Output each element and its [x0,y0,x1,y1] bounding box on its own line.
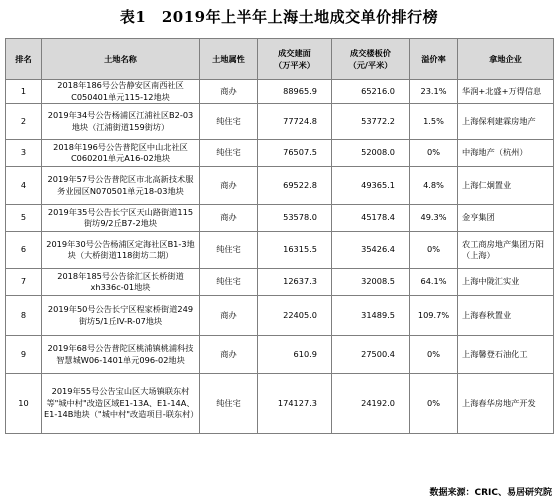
cell-area: 88965.9 [258,80,332,104]
cell-rank: 1 [6,80,42,104]
cell-premium: 23.1% [410,80,458,104]
header-attr: 土地属性 [200,39,258,80]
cell-area: 610.9 [258,336,332,374]
table-row [6,167,554,205]
cell-rank: 3 [6,140,42,167]
cell-area: 174127.3 [258,374,332,434]
cell-price: 45178.4 [332,205,410,232]
table-row [6,336,554,374]
cell-name: 2019年55号公告宝山区大场镇联东村等"城中村"改造区域E1-13A、E1-14A、E1-14B地块（"城中村"改造项目-联东村） [42,374,200,434]
cell-company: 上海春华房地产开发 [458,374,554,434]
cell-premium: 64.1% [410,269,458,296]
cell-name: 2019年34号公告杨浦区江浦社区B2-03地块（江浦街道159街坊） [42,104,200,140]
cell-attr: 商办 [200,167,258,205]
cell-area: 53578.0 [258,205,332,232]
cell-premium: 0% [410,140,458,167]
cell-premium: 49.3% [410,205,458,232]
cell-name: 2018年196号公告普陀区中山北社区C060201单元A16-02地块 [42,140,200,167]
header-area-line1: 成交建面 [278,48,311,58]
cell-attr: 商办 [200,80,258,104]
cell-premium: 0% [410,232,458,269]
header-row [6,39,554,80]
cell-attr: 纯住宅 [200,140,258,167]
cell-rank: 2 [6,104,42,140]
cell-premium: 4.8% [410,167,458,205]
cell-price: 24192.0 [332,374,410,434]
cell-attr: 商办 [200,296,258,336]
cell-price: 35426.4 [332,232,410,269]
land-price-ranking-table [5,38,554,434]
table-row [6,374,554,434]
cell-premium: 109.7% [410,296,458,336]
cell-premium: 0% [410,336,458,374]
cell-area: 22405.0 [258,296,332,336]
table-row [6,80,554,104]
cell-name: 2019年35号公告长宁区天山路街道115街坊9/2丘B7-2地块 [42,205,200,232]
table-row [6,205,554,232]
header-area-line2: （万平米） [274,60,315,70]
cell-price: 31489.5 [332,296,410,336]
cell-attr: 纯住宅 [200,104,258,140]
header-name: 土地名称 [42,39,200,80]
cell-company: 农工商房地产集团万阳（上海） [458,232,554,269]
cell-company: 华润+北盛+万得信息 [458,80,554,104]
table-row [6,296,554,336]
cell-company: 中海地产（杭州） [458,140,554,167]
cell-name: 2018年186号公告静安区南西社区C050401单元115-12地块 [42,80,200,104]
cell-company: 上海仁炯置业 [458,167,554,205]
cell-price: 32008.5 [332,269,410,296]
cell-premium: 0% [410,374,458,434]
cell-company: 金亨集团 [458,205,554,232]
header-price-line1: 成交楼板价 [350,48,391,58]
header-price-line2: （元/平米） [348,60,393,70]
cell-area: 12637.3 [258,269,332,296]
cell-price: 27500.4 [332,336,410,374]
table-title: 表1 2019年上半年上海土地成交单价排行榜 [119,8,439,26]
cell-company: 上海馨登石油化工 [458,336,554,374]
cell-rank: 6 [6,232,42,269]
cell-rank: 4 [6,167,42,205]
cell-premium: 1.5% [410,104,458,140]
table-row [6,140,554,167]
cell-area: 76507.5 [258,140,332,167]
cell-rank: 10 [6,374,42,434]
header-premium: 溢价率 [410,39,458,80]
header-price [332,39,410,80]
cell-name: 2019年68号公告普陀区桃浦镇桃浦科技智慧城W06-1401单元096-02地块 [42,336,200,374]
cell-rank: 8 [6,296,42,336]
cell-area: 77724.8 [258,104,332,140]
cell-name: 2019年50号公告长宁区程家桥街道249街坊5/1丘IV-R-07地块 [42,296,200,336]
cell-company: 上海保利建霖房地产 [458,104,554,140]
header-company: 拿地企业 [458,39,554,80]
cell-price: 65216.0 [332,80,410,104]
table-row [6,232,554,269]
cell-price: 52008.0 [332,140,410,167]
cell-attr: 纯住宅 [200,374,258,434]
cell-area: 16315.5 [258,232,332,269]
cell-price: 49365.1 [332,167,410,205]
cell-price: 53772.2 [332,104,410,140]
cell-rank: 9 [6,336,42,374]
cell-rank: 7 [6,269,42,296]
cell-rank: 5 [6,205,42,232]
table-row [6,104,554,140]
cell-company: 上海春秋置业 [458,296,554,336]
cell-name: 2019年57号公告普陀区市北高新技术服务业园区N070501单元18-03地块 [42,167,200,205]
cell-name: 2018年185号公告徐汇区长桥街道xh336c-01地块 [42,269,200,296]
cell-attr: 纯住宅 [200,269,258,296]
header-area [258,39,332,80]
data-source-note: 数据来源：CRIC、易居研究院 [429,488,552,498]
table-row [6,269,554,296]
cell-area: 69522.8 [258,167,332,205]
cell-attr: 商办 [200,336,258,374]
cell-attr: 纯住宅 [200,232,258,269]
cell-name: 2019年30号公告杨浦区定海社区B1-3地块（大桥街道118街坊二期） [42,232,200,269]
header-rank: 排名 [6,39,42,80]
cell-attr: 商办 [200,205,258,232]
cell-company: 上海中陇汇实业 [458,269,554,296]
